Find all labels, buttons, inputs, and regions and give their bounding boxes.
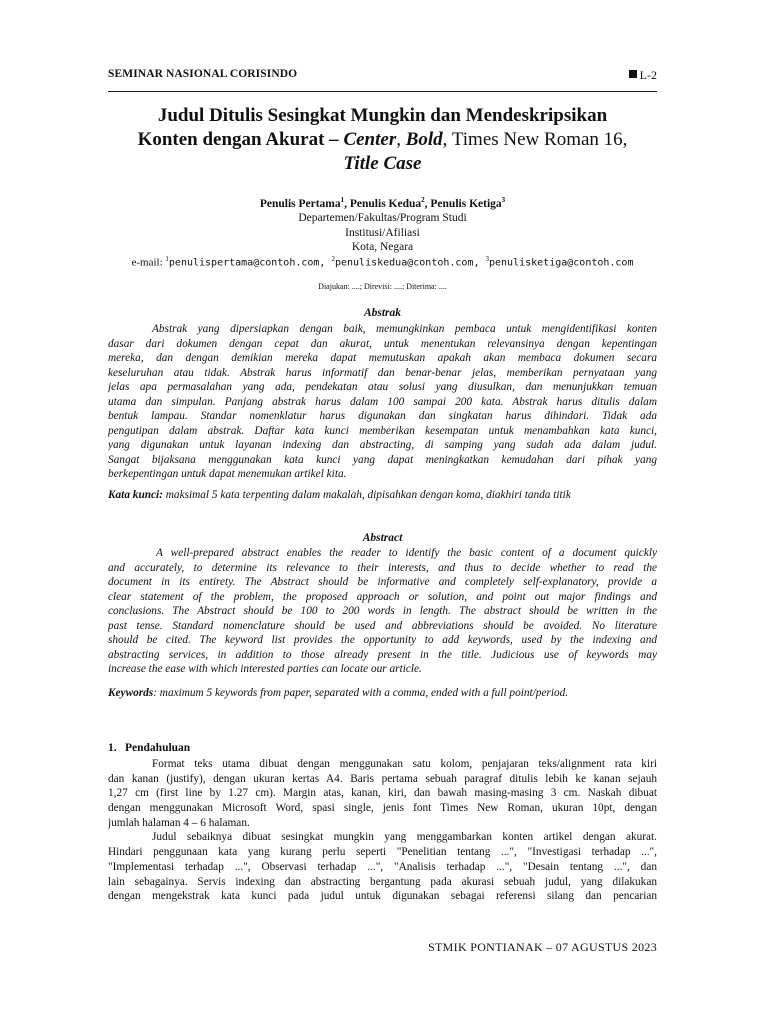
- abstract-heading: Abstract: [362, 532, 403, 544]
- author-3: Penulis Ketiga: [430, 197, 502, 210]
- abstrak-line: pengutipan dalam abstrak. Daftar kata kunci memberikan kesempatan untuk menambahkan kata kunci,: [108, 424, 657, 437]
- title-emph-center: Center: [343, 129, 397, 150]
- author-3-mark: 3: [501, 196, 506, 204]
- section-heading: [108, 742, 190, 754]
- kata-kunci: [108, 489, 657, 501]
- abstrak-line: Sangat bijaksana menggunakan kata kunci yang dapat meningkatkan kemudahan dari pihak yang: [108, 453, 657, 466]
- author-2: Penulis Kedua: [349, 197, 422, 210]
- body-line: dengan menggunakan Microsoft Word, spasi single, jenis font Times New Roman, ukuran 10pt, dengan: [108, 802, 657, 815]
- email-1[interactable]: penulispertama@contoh.com,: [168, 257, 332, 269]
- title-emph-bold: Bold: [405, 129, 443, 150]
- abstrak-heading: Abstrak: [363, 307, 402, 319]
- abstrak-line: utama dan simpulan. Panjang abstrak harus dalam 100 sampai 200 kata. Abstrak harus ditulis dalam: [108, 395, 657, 408]
- author-1-mark: 1: [340, 196, 345, 204]
- abstract-line: conclusions. The Abstract should be 100 to 200 words in length. The abstract should be written in the: [108, 605, 657, 617]
- body-line: Judul sebaiknya dibuat sesingkat mungkin yang menggambarkan konten artikel dengan akurat.: [152, 831, 657, 844]
- author-2-mark: 2: [421, 196, 425, 204]
- email-3-mark: 3: [485, 255, 489, 263]
- email-1-mark: 1: [165, 255, 169, 263]
- email-2-mark: 2: [331, 255, 335, 263]
- affiliation-department: Departemen/Fakultas/Program Studi: [298, 212, 467, 224]
- abstrak-line: mereka, dan dengan demikian mereka dapat memutuskan apakah akan membaca dokumen secara: [108, 352, 657, 364]
- running-header: [108, 68, 657, 86]
- body-line: lain sebagainya. Servis indexing dan abstracting bergantung pada akurasi sebuah judul, yang dilakukan: [108, 875, 657, 888]
- email-label: e-mail:: [131, 256, 166, 269]
- abstrak-body: [108, 322, 657, 482]
- section-title: Pendahuluan: [125, 742, 191, 754]
- paper-title: [108, 104, 657, 176]
- kata-kunci-text: maksimal 5 kata terpenting dalam makalah, dipisahkan dengan koma, diakhiri tanda titik: [162, 489, 571, 501]
- title-text: Konten dengan Akurat –: [137, 129, 344, 150]
- title-sep: ,: [396, 129, 406, 150]
- abstract-line: and accurately, to determine its relevance to their interests, and thus to decide whether to read the: [108, 561, 657, 574]
- abstrak-line: Abstrak yang dipersiapkan dengan baik, memungkinkan pembaca untuk mengidentifikasi konten: [152, 323, 657, 335]
- body-line: Hindari penggunaan kata yang kurang perlu seperti "Penelitian tentang ...", "Investigasi terhadap ...",: [108, 846, 657, 859]
- keywords-text: : maximum 5 keywords from paper, separated with a comma, ended with a full point/period.: [153, 687, 569, 699]
- title-line-2: [108, 128, 657, 152]
- keywords: [108, 687, 657, 699]
- abstract-body: [108, 546, 657, 677]
- abstract-line: increase the ease with which interested parties can locate our article.: [108, 663, 422, 675]
- abstract-line: document in its entirety. The Abstract should be informative and completely self-explanatory, provide a: [108, 576, 657, 588]
- affiliation-institution: Institusi/Afiliasi: [345, 227, 420, 239]
- author-sep: ,: [344, 197, 350, 210]
- header-rule: [108, 91, 657, 92]
- body-line: dan kanan (justify), dengan ukuran kertas A4. Baris pertama sebuah paragraf ditulis lebih ke kanan sejauh: [108, 772, 657, 785]
- keywords-label: Keywords: [108, 687, 154, 699]
- section-body: [108, 757, 657, 904]
- title-line-3: Title Case: [343, 153, 422, 174]
- section-number: 1.: [108, 742, 117, 754]
- abstrak-line: dasar dari dokumen dengan cepat dan akurat, untuk menentukan relevansinya dengan kepentingan: [108, 337, 657, 350]
- submission-dates: Diajukan: ....; Direvisi: ....; Diterima: ....: [318, 282, 447, 291]
- abstrak-line: berkepentingan untuk dapat menemukan artikel kita.: [108, 468, 347, 480]
- abstract-line: A well-prepared abstract enables the reader to identify the basic content of a document quickly: [156, 547, 657, 559]
- abstrak-line: jelas apa permasalahan yang ada, pendekatan atau solusi yang diusulkan, dan menunjukkan temuan: [108, 381, 657, 393]
- body-line: dengan mengekstrak kata kunci pada judul untuk digunakan sebagai referensi silang dan pencarian: [108, 890, 657, 903]
- black-square-icon: [629, 70, 637, 78]
- body-line: "Implementasi terhadap ...", Observasi terhadap ...", "Analisis terhadap ...", "Desain tentang ...", dan: [108, 860, 657, 873]
- conference-name: SEMINAR NASIONAL CORISINDO: [108, 68, 298, 80]
- abstract-line: should be cited. The keyword list provides the opportunity to add keywords, used by the indexing and: [108, 634, 657, 646]
- abstract-line: past tense. Standard nomenclature should be used and abbreviations should be avoided. No literature: [108, 619, 657, 632]
- body-line: Format teks utama dibuat dengan menggunakan satu kolom, penjajaran teks/alignment rata kiri: [152, 758, 657, 770]
- email-3[interactable]: penulisketiga@contoh.com: [488, 257, 634, 269]
- abstract-line: clear statement of the problem, the proposed approach or solution, and point out major findings and: [108, 590, 657, 603]
- abstrak-line: yang digunakan untuk layanan indexing dan abstracting, di samping yang sudah ada dalam judul.: [108, 439, 657, 451]
- email-2[interactable]: penuliskedua@contoh.com,: [334, 257, 486, 269]
- page-number: [629, 68, 657, 83]
- title-line-1: Judul Ditulis Sesingkat Mungkin dan Mendeskripsikan: [157, 105, 608, 126]
- running-footer: STMIK PONTIANAK – 07 AGUSTUS 2023: [428, 940, 657, 954]
- abstrak-line: keseluruhan atau tidak. Abstrak harus informatif dan benar-benar jelas, memberikan pernyataan yang: [108, 366, 657, 379]
- affiliation-city: Kota, Negara: [351, 241, 414, 253]
- page-label: L-2: [639, 68, 657, 82]
- kata-kunci-label: Kata kunci:: [108, 489, 163, 501]
- abstract-line: abstracting services, in addition to those already present in the title. Judicious use of keywords may: [108, 648, 657, 661]
- title-font-spec: , Times New Roman 16,: [442, 129, 628, 150]
- author-list: [108, 196, 657, 210]
- author-1: Penulis Pertama: [259, 197, 341, 210]
- author-sep: ,: [424, 197, 431, 210]
- body-line: 1,27 cm (first line by 1.27 cm). Margin atas, kanan, kiri, dan bawah masing-masing 3 cm. Naskah dibuat: [108, 787, 657, 800]
- abstrak-line: bentuk lampau. Standar nomenklatur harus digunakan dan singkatan harus dihindari. Tidak ada: [108, 410, 657, 422]
- author-emails: [108, 255, 657, 269]
- body-line: jumlah halaman 4 – 6 halaman.: [108, 816, 250, 829]
